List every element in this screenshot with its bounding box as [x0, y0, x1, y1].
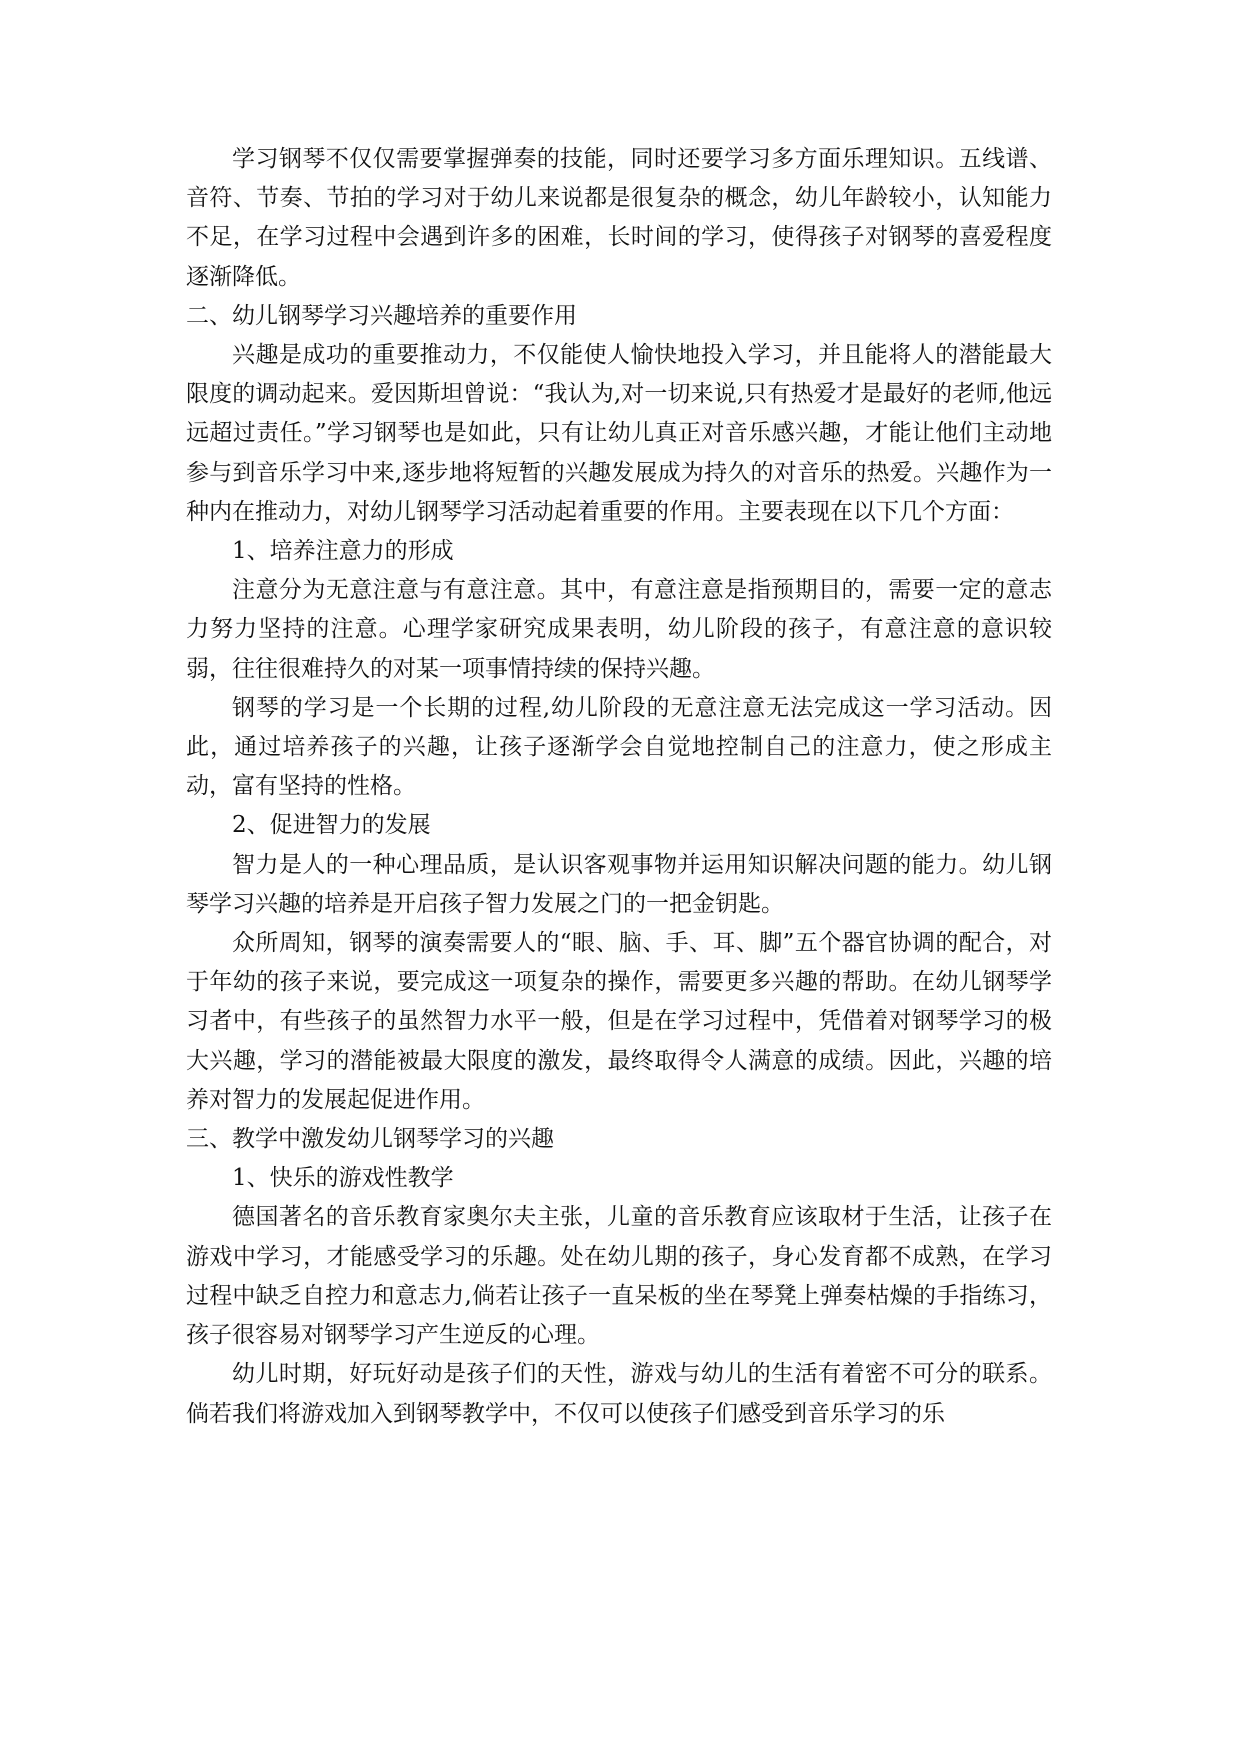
paragraph-play-nature: 幼儿时期，好玩好动是孩子们的天性，游戏与幼儿的生活有着密不可分的联系。倘若我们将游戏加入到钢琴教学中，不仅可以使孩子们感受到音乐学习的乐 [186, 1361, 1052, 1427]
section-heading-2: 二、幼儿钢琴学习兴趣培养的重要作用 [186, 302, 577, 329]
subheading-game-teaching: 1、快乐的游戏性教学 [232, 1165, 454, 1192]
paragraph-intelligence-definition: 智力是人的一种心理品质，是认识客观事物并运用知识解决问题的能力。幼儿钢琴学习兴趣的培养是开启孩子智力发展之门的一把金钥匙。 [186, 851, 1052, 917]
document-page [186, 140, 1052, 1434]
subheading-attention: 1、培养注意力的形成 [232, 538, 454, 565]
paragraph-intro: 学习钢琴不仅仅需要掌握弹奏的技能，同时还要学习多方面乐理知识。五线谱、音符、节奏、节拍的学习对于幼儿来说都是很复杂的概念，幼儿年龄较小，认知能力不足，在学习过程中会遇到许多的困难，长时间的学习，使得孩子对钢琴的喜爱程度逐渐降低。 [186, 146, 1052, 290]
paragraph-interest-importance: 兴趣是成功的重要推动力，不仅能使人愉快地投入学习，并且能将人的潜能最大限度的调动起来。爱因斯坦曾说：“我认为,对一切来说,只有热爱才是最好的老师,他远远超过责任。”学习钢琴也是如此，只有让幼儿真正对音乐感兴趣，才能让他们主动地参与到音乐学习中来,逐步地将短暂的兴趣发展成为持久的对音乐的热爱。兴趣作为一种内在推动力，对幼儿钢琴学习活动起着重要的作用。主要表现在以下几个方面： [186, 342, 1052, 525]
section-heading-3: 三、教学中激发幼儿钢琴学习的兴趣 [186, 1126, 554, 1153]
paragraph-piano-long-process: 钢琴的学习是一个长期的过程,幼儿阶段的无意注意无法完成这一学习活动。因此，通过培养孩子的兴趣，让孩子逐渐学会自觉地控制自己的注意力，使之形成主动，富有坚持的性格。 [186, 694, 1052, 800]
paragraph-orff: 德国著名的音乐教育家奥尔夫主张，儿童的音乐教育应该取材于生活，让孩子在游戏中学习，才能感受学习的乐趣。处在幼儿期的孩子，身心发育都不成熟，在学习过程中缺乏自控力和意志力,倘若让孩子一直呆板的坐在琴凳上弹奏枯燥的手指练习，孩子很容易对钢琴学习产生逆反的心理。 [186, 1204, 1052, 1349]
paragraph-coordination: 众所周知，钢琴的演奏需要人的“眼、脑、手、耳、脚”五个器官协调的配合，对于年幼的孩子来说，要完成这一项复杂的操作，需要更多兴趣的帮助。在幼儿钢琴学习者中，有些孩子的虽然智力水平一般，但是在学习过程中，凭借着对钢琴学习的极大兴趣，学习的潜能被最大限度的激发，最终取得令人满意的成绩。因此，兴趣的培养对智力的发展起促进作用。 [186, 930, 1052, 1113]
subheading-intelligence: 2、促进智力的发展 [232, 812, 431, 839]
paragraph-attention-types: 注意分为无意注意与有意注意。其中，有意注意是指预期目的，需要一定的意志力努力坚持的注意。心理学家研究成果表明，幼儿阶段的孩子，有意注意的意识较弱，往往很难持久的对某一项事情持续的保持兴趣。 [186, 577, 1052, 682]
